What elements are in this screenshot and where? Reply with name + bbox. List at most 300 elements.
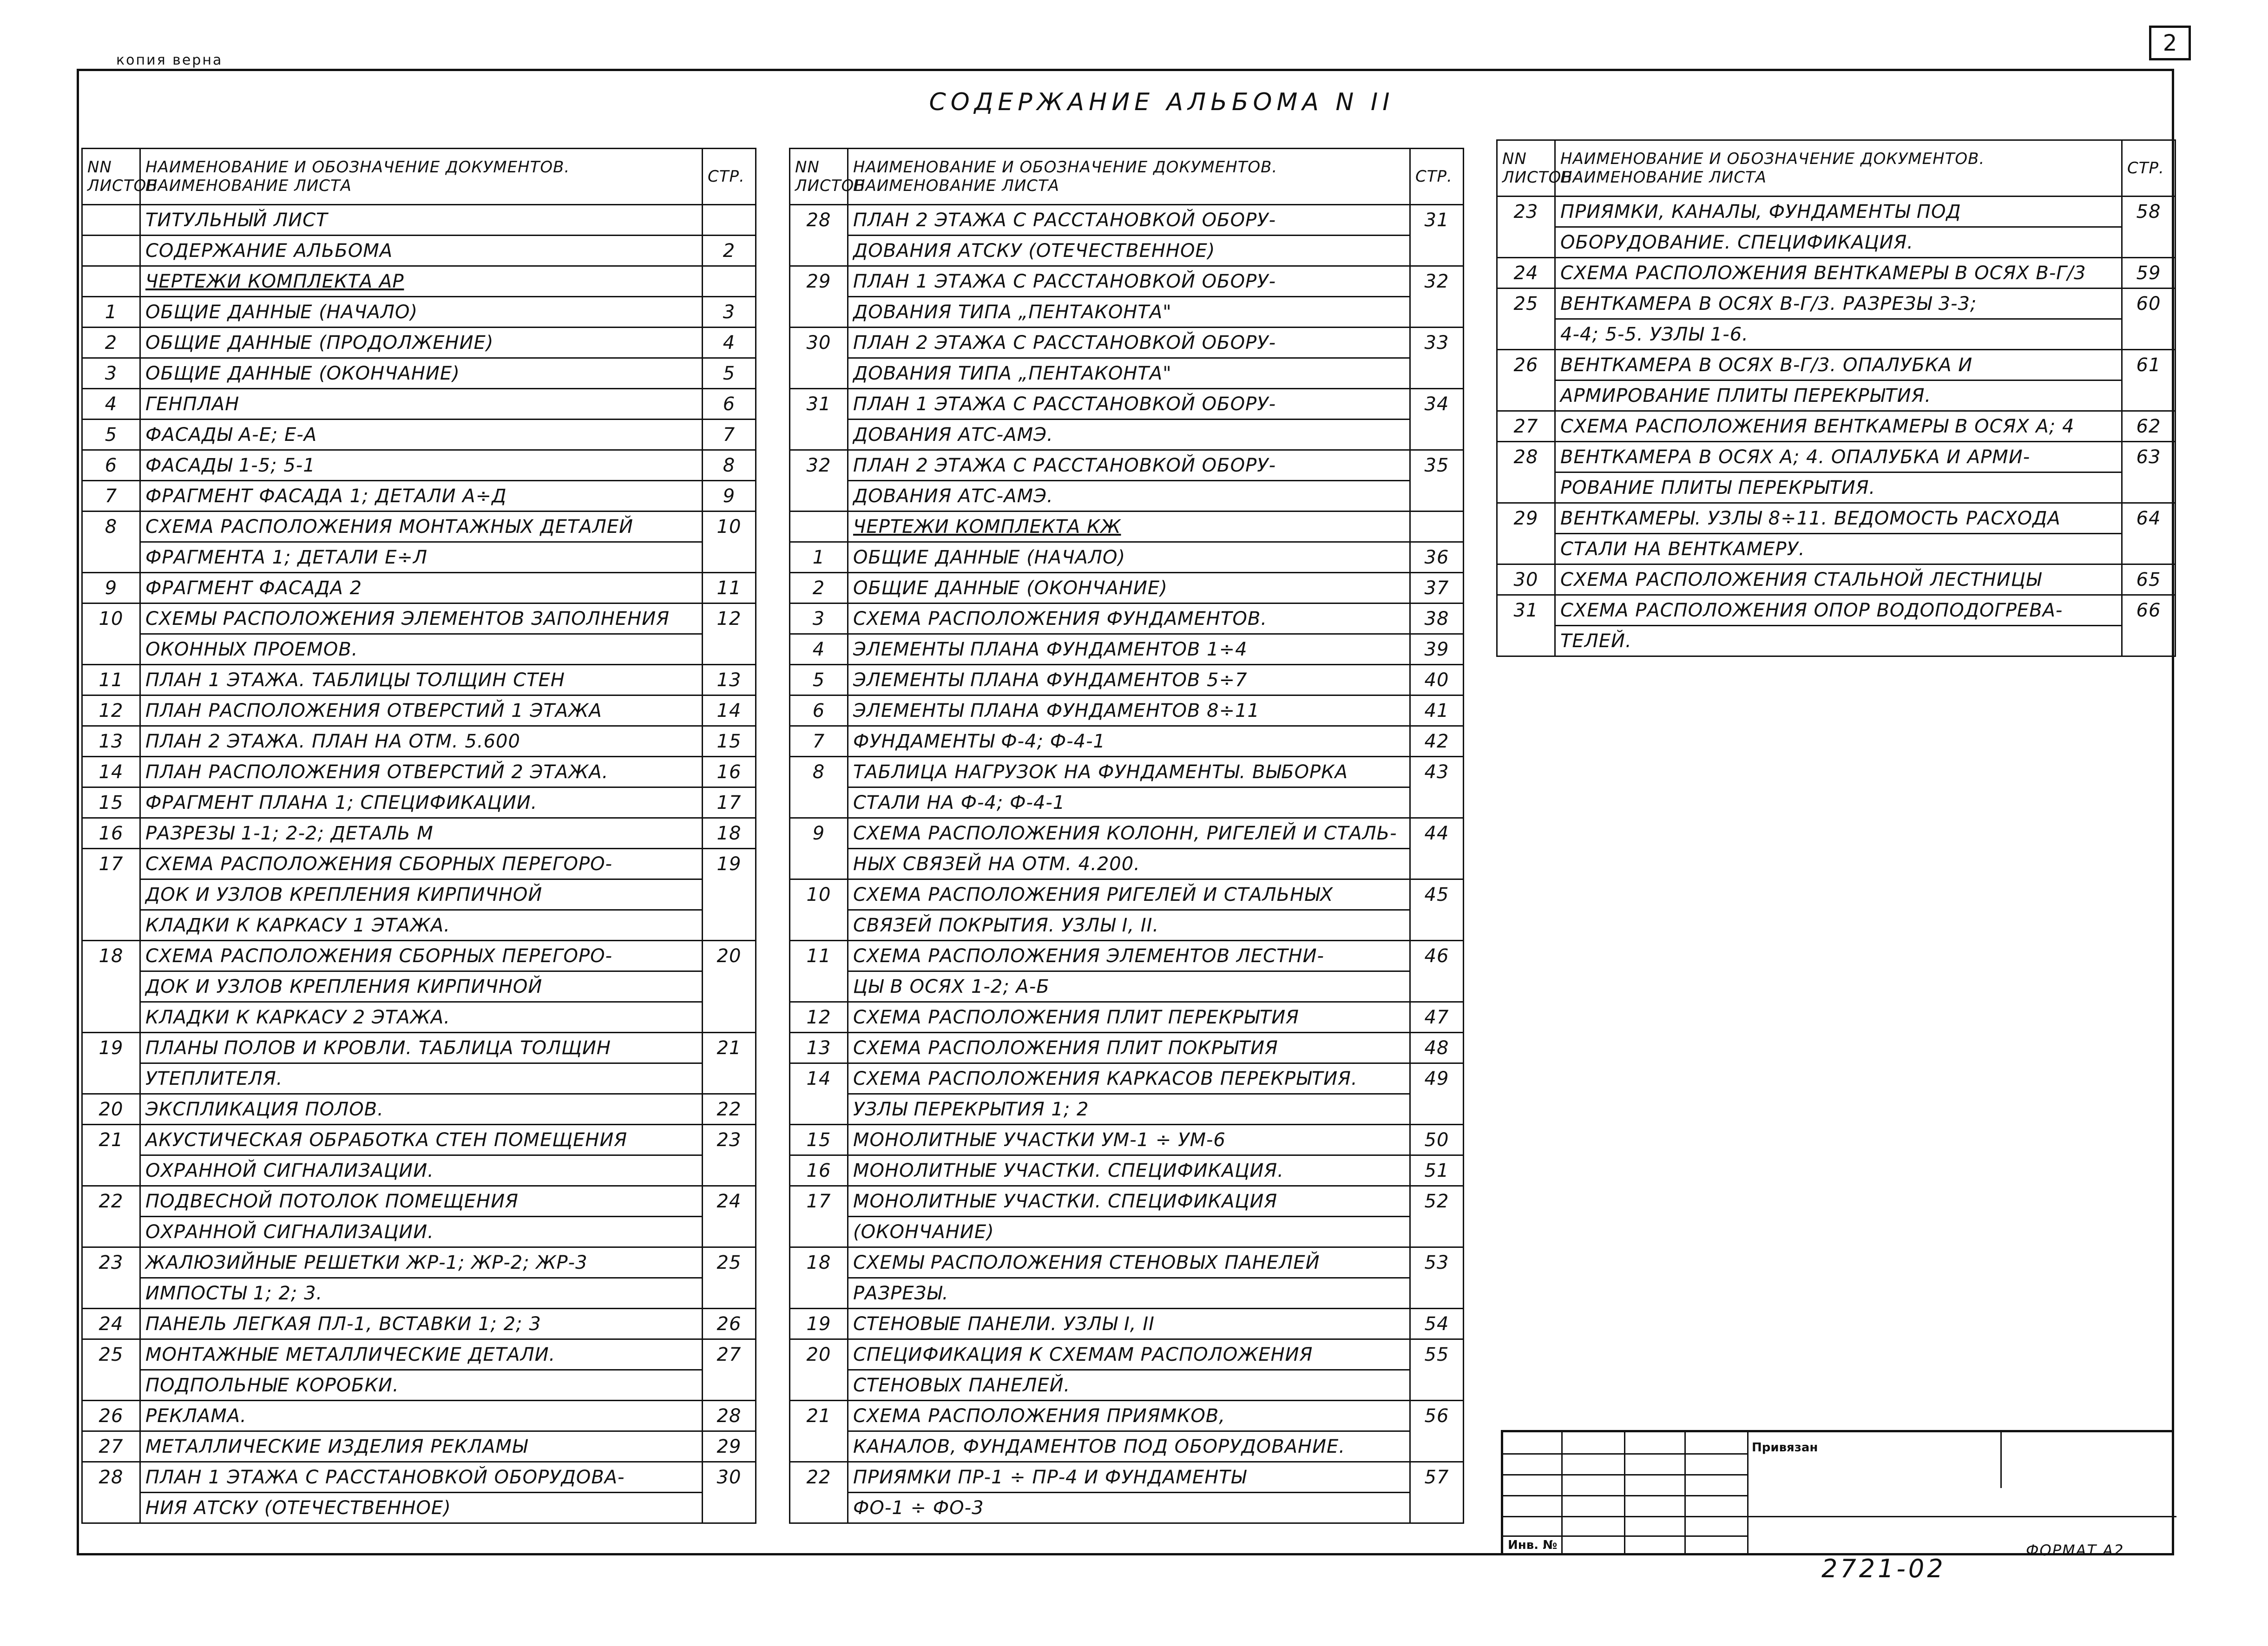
sheet-number-cell	[82, 971, 140, 1002]
sheet-number-cell	[790, 236, 848, 266]
table-row	[790, 236, 1464, 266]
item-title-cell: ЧЕРТЕЖИ КОМПЛЕКТА КЖ	[848, 512, 1410, 542]
item-title-cell: ТИТУЛЬНЫЙ ЛИСТ	[140, 205, 703, 236]
page-number-cell: 30	[703, 1462, 756, 1493]
table-row	[82, 1063, 756, 1094]
sheet-number-cell: 19	[82, 1033, 140, 1063]
page-number-cell: 46	[1410, 941, 1464, 971]
stamp-privyazan-label: Привязан	[1752, 1441, 1818, 1455]
page-number-cell: 36	[1410, 542, 1464, 573]
page-number-cell	[1410, 971, 1464, 1002]
page-number-cell	[1410, 236, 1464, 266]
table-row	[790, 787, 1464, 818]
item-title-cell: КЛАДКИ К КАРКАСУ 1 ЭТАЖА.	[140, 910, 703, 941]
page-number-cell: 24	[703, 1186, 756, 1217]
table-row	[1497, 258, 2176, 289]
item-title-cell: СХЕМА РАСПОЛОЖЕНИЯ РИГЕЛЕЙ И СТАЛЬНЫХ	[848, 879, 1410, 910]
table-row	[1497, 442, 2176, 472]
stamp-rule	[1503, 1495, 1747, 1496]
sheet-number-cell: 30	[1497, 564, 1555, 595]
sheet-number-cell: 5	[790, 665, 848, 695]
page-number-cell: 7	[703, 420, 756, 450]
item-title-cell: РАЗРЕЗЫ 1-1; 2-2; ДЕТАЛЬ М	[140, 818, 703, 849]
page-number-cell	[703, 1278, 756, 1309]
table-row	[82, 665, 756, 695]
table-row	[82, 1094, 756, 1125]
table-row	[790, 1247, 1464, 1278]
sheet-number-cell: 15	[82, 787, 140, 818]
sheet-number-cell: 11	[790, 941, 848, 971]
page-number-cell: 43	[1410, 757, 1464, 787]
page-number-cell: 55	[1410, 1339, 1464, 1370]
page-number-cell: 14	[703, 695, 756, 726]
item-title-cell: СХЕМА РАСПОЛОЖЕНИЯ КОЛОНН, РИГЕЛЕЙ И СТАЛЬ-	[848, 818, 1410, 849]
contents-table-1	[81, 148, 756, 1524]
sheet-number-cell: 1	[790, 542, 848, 573]
page-number-cell: 11	[703, 573, 756, 603]
table-row	[790, 1278, 1464, 1309]
table-row	[790, 1339, 1464, 1370]
sheet-number-cell: 4	[82, 389, 140, 420]
table-row	[82, 205, 756, 236]
item-title-cell: СХЕМА РАСПОЛОЖЕНИЯ СТАЛЬНОЙ ЛЕСТНИЦЫ	[1555, 564, 2122, 595]
sheet-number-cell: 17	[82, 849, 140, 879]
item-title-cell: ОБЩИЕ ДАННЫЕ (ПРОДОЛЖЕНИЕ)	[140, 328, 703, 358]
item-title-cell: ПАНЕЛЬ ЛЕГКАЯ ПЛ-1, ВСТАВКИ 1; 2; 3	[140, 1309, 703, 1339]
page-number-cell: 62	[2122, 411, 2176, 442]
sheet-number-cell: 2	[82, 328, 140, 358]
sheet-number-cell	[82, 542, 140, 573]
table-row	[790, 481, 1464, 512]
table-row	[790, 1401, 1464, 1431]
table-row	[790, 1431, 1464, 1462]
sheet-number-cell	[82, 1370, 140, 1401]
page-number-cell	[1410, 849, 1464, 879]
page-number-cell: 26	[703, 1309, 756, 1339]
page-number-cell: 9	[703, 481, 756, 512]
sheet-number-cell: 21	[82, 1125, 140, 1155]
item-title-cell: СТЕНОВЫЕ ПАНЕЛИ. УЗЛЫ I, II	[848, 1309, 1410, 1339]
sheet-number-cell	[1497, 472, 1555, 503]
stamp-inventory-label: Инв. №	[1508, 1538, 1558, 1552]
page-number-cell	[1410, 1094, 1464, 1125]
page-number-cell: 15	[703, 726, 756, 757]
table-row	[1497, 411, 2176, 442]
table-row	[82, 818, 756, 849]
page-number-cell	[703, 1217, 756, 1247]
item-title-cell: ВЕНТКАМЕРА В ОСЯХ В-Г/3. РАЗРЕЗЫ 3-3;	[1555, 289, 2122, 319]
page-number-cell	[1410, 512, 1464, 542]
sheet-number-cell: 7	[790, 726, 848, 757]
item-title-cell: ВЕНТКАМЕРА В ОСЯХ А; 4. ОПАЛУБКА И АРМИ-	[1555, 442, 2122, 472]
item-title-cell: НИЯ АТСКУ (ОТЕЧЕСТВЕННОЕ)	[140, 1493, 703, 1523]
page-number-cell: 31	[1410, 205, 1464, 236]
page-number-cell: 33	[1410, 328, 1464, 358]
sheet-number-cell	[790, 1217, 848, 1247]
item-title-cell: СХЕМА РАСПОЛОЖЕНИЯ ЭЛЕМЕНТОВ ЛЕСТНИ-	[848, 941, 1410, 971]
item-title-cell: МОНОЛИТНЫЕ УЧАСТКИ УМ-1 ÷ УМ-6	[848, 1125, 1410, 1155]
sheet-number-cell	[790, 971, 848, 1002]
item-title-cell: ПЛАН 1 ЭТАЖА С РАССТАНОВКОЙ ОБОРУ-	[848, 389, 1410, 420]
sheet-number-cell: 21	[790, 1401, 848, 1431]
sheet-number-cell	[790, 1431, 848, 1462]
sheet-number-cell: 25	[82, 1339, 140, 1370]
table-row	[82, 236, 756, 266]
page-number-cell: 66	[2122, 595, 2176, 626]
table-row	[790, 910, 1464, 941]
page-number-cell	[1410, 358, 1464, 389]
page-number-cell: 2	[703, 236, 756, 266]
table-row	[82, 1217, 756, 1247]
table-row	[1497, 227, 2176, 258]
table-row	[1497, 534, 2176, 564]
sheet-number-cell: 13	[82, 726, 140, 757]
table-row	[790, 1094, 1464, 1125]
table-row	[790, 512, 1464, 542]
table-row	[82, 1370, 756, 1401]
table-row	[1497, 626, 2176, 656]
page-number-cell	[1410, 1431, 1464, 1462]
col-page-header: СТР.	[1410, 149, 1464, 205]
sheet-number-cell: 9	[82, 573, 140, 603]
table-row	[790, 1186, 1464, 1217]
table-row	[82, 542, 756, 573]
table-row	[790, 695, 1464, 726]
col-name-line2: НАИМЕНОВАНИЕ ЛИСТА	[145, 177, 352, 195]
item-title-cell: ИМПОСТЫ 1; 2; 3.	[140, 1278, 703, 1309]
table-row	[82, 1462, 756, 1493]
table-row	[1497, 350, 2176, 380]
table-row	[82, 1278, 756, 1309]
stamp-divider	[1747, 1432, 1749, 1553]
item-title-cell: ДОВАНИЯ АТС-АМЭ.	[848, 420, 1410, 450]
sheet-number-cell: 6	[82, 450, 140, 481]
item-title-cell: ПЛАН 2 ЭТАЖА С РАССТАНОВКОЙ ОБОРУ-	[848, 205, 1410, 236]
table-row	[82, 726, 756, 757]
item-title-cell: КЛАДКИ К КАРКАСУ 2 ЭТАЖА.	[140, 1002, 703, 1033]
table-row	[82, 420, 756, 450]
item-title-cell: ПЛАН 1 ЭТАЖА С РАССТАНОВКОЙ ОБОРУДОВА-	[140, 1462, 703, 1493]
page-number-cell: 65	[2122, 564, 2176, 595]
table-row	[790, 297, 1464, 328]
page-number-cell	[703, 1370, 756, 1401]
item-title-cell: НЫХ СВЯЗЕЙ НА ОТМ. 4.200.	[848, 849, 1410, 879]
table-row	[82, 879, 756, 910]
item-title-cell: ОКОННЫХ ПРОЕМОВ.	[140, 634, 703, 665]
sheet-number-cell: 27	[82, 1431, 140, 1462]
page-number-cell	[1410, 420, 1464, 450]
table-header	[1497, 140, 2176, 197]
sheet-number-cell: 24	[82, 1309, 140, 1339]
table-row	[82, 1431, 756, 1462]
sheet-number-cell: 7	[82, 481, 140, 512]
sheet-number-cell	[790, 420, 848, 450]
sheet-number-cell: 26	[82, 1401, 140, 1431]
table-row	[82, 1155, 756, 1186]
table-row	[790, 1217, 1464, 1247]
item-title-cell: СХЕМА РАСПОЛОЖЕНИЯ СБОРНЫХ ПЕРЕГОРО-	[140, 941, 703, 971]
sheet-number-cell: 10	[82, 603, 140, 634]
page-number-cell	[703, 266, 756, 297]
sheet-number-cell: 4	[790, 634, 848, 665]
page-number-cell: 17	[703, 787, 756, 818]
sheet-number-cell	[790, 481, 848, 512]
item-title-cell: ЭЛЕМЕНТЫ ПЛАНА ФУНДАМЕНТОВ 5÷7	[848, 665, 1410, 695]
page-number-cell: 50	[1410, 1125, 1464, 1155]
page-number-cell: 48	[1410, 1033, 1464, 1063]
page-number-cell: 39	[1410, 634, 1464, 665]
page-number-cell: 27	[703, 1339, 756, 1370]
table-row	[82, 573, 756, 603]
table-row	[790, 1370, 1464, 1401]
item-title-cell: МЕТАЛЛИЧЕСКИЕ ИЗДЕЛИЯ РЕКЛАМЫ	[140, 1431, 703, 1462]
page-number-cell	[2122, 626, 2176, 656]
copy-note-line	[77, 69, 116, 71]
page-number-cell	[703, 634, 756, 665]
item-title-cell: ТАБЛИЦА НАГРУЗОК НА ФУНДАМЕНТЫ. ВЫБОРКА	[848, 757, 1410, 787]
item-title-cell: ФРАГМЕНТ ФАСАДА 2	[140, 573, 703, 603]
page-number-cell: 51	[1410, 1155, 1464, 1186]
sheet-number-cell	[82, 879, 140, 910]
item-title-cell: ЖАЛЮЗИЙНЫЕ РЕШЕТКИ ЖР-1; ЖР-2; ЖР-3	[140, 1247, 703, 1278]
page-number-cell: 12	[703, 603, 756, 634]
item-title-cell: ЦЫ В ОСЯХ 1-2; А-Б	[848, 971, 1410, 1002]
table-row	[790, 420, 1464, 450]
sheet-number-cell: 8	[790, 757, 848, 787]
table-row	[790, 941, 1464, 971]
item-title-cell: СТЕНОВЫХ ПАНЕЛЕЙ.	[848, 1370, 1410, 1401]
page-number-cell: 6	[703, 389, 756, 420]
item-title-cell: ГЕНПЛАН	[140, 389, 703, 420]
sheet-number-cell: 5	[82, 420, 140, 450]
stamp-rule	[1503, 1535, 1747, 1537]
sheet-number-cell: 29	[790, 266, 848, 297]
stamp-rule	[1503, 1453, 1747, 1455]
page-number-cell: 60	[2122, 289, 2176, 319]
stamp-rule	[1503, 1516, 2176, 1517]
sheet-number-cell: 32	[790, 450, 848, 481]
item-title-cell: РОВАНИЕ ПЛИТЫ ПЕРЕКРЫТИЯ.	[1555, 472, 2122, 503]
table-row	[82, 849, 756, 879]
table-row	[82, 389, 756, 420]
page-number-cell: 54	[1410, 1309, 1464, 1339]
sheet-number-cell: 6	[790, 695, 848, 726]
item-title-cell: ФРАГМЕНТА 1; ДЕТАЛИ Е÷Л	[140, 542, 703, 573]
table-row	[790, 542, 1464, 573]
page-number-cell: 16	[703, 757, 756, 787]
col-name-line1: НАИМЕНОВАНИЕ И ОБОЗНАЧЕНИЕ ДОКУМЕНТОВ.	[853, 158, 1278, 177]
item-title-cell: ПОДПОЛЬНЫЕ КОРОБКИ.	[140, 1370, 703, 1401]
item-title-cell: СХЕМА РАСПОЛОЖЕНИЯ ВЕНТКАМЕРЫ В ОСЯХ В-Г/3	[1555, 258, 2122, 289]
page-number-cell: 13	[703, 665, 756, 695]
item-title-cell: СВЯЗЕЙ ПОКРЫТИЯ. УЗЛЫ I, II.	[848, 910, 1410, 941]
sheet-number-cell	[790, 1094, 848, 1125]
item-title-cell: СХЕМА РАСПОЛОЖЕНИЯ ПРИЯМКОВ,	[848, 1401, 1410, 1431]
table-row	[82, 941, 756, 971]
col-name-header	[140, 149, 703, 205]
stamp-divider	[1561, 1432, 1563, 1553]
table-row	[82, 481, 756, 512]
page-number-cell: 47	[1410, 1002, 1464, 1033]
item-title-cell: ОБЩИЕ ДАННЫЕ (ОКОНЧАНИЕ)	[848, 573, 1410, 603]
page-number-cell	[703, 1155, 756, 1186]
item-title-cell: ДОВАНИЯ АТС-АМЭ.	[848, 481, 1410, 512]
item-title-cell: СПЕЦИФИКАЦИЯ К СХЕМАМ РАСПОЛОЖЕНИЯ	[848, 1339, 1410, 1370]
item-title-cell: ПЛАН 2 ЭТАЖА С РАССТАНОВКОЙ ОБОРУ-	[848, 328, 1410, 358]
table-row	[1497, 319, 2176, 350]
table-row	[790, 971, 1464, 1002]
item-title-cell: УЗЛЫ ПЕРЕКРЫТИЯ 1; 2	[848, 1094, 1410, 1125]
table-row	[82, 971, 756, 1002]
sheet-number-cell	[790, 1370, 848, 1401]
sheet-number-cell	[82, 910, 140, 941]
sheet-number-cell: 2	[790, 573, 848, 603]
item-title-cell: СХЕМА РАСПОЛОЖЕНИЯ ПЛИТ ПЕРЕКРЫТИЯ	[848, 1002, 1410, 1033]
table-row	[1497, 503, 2176, 534]
sheet-number-cell	[82, 1217, 140, 1247]
table-row	[82, 1125, 756, 1155]
item-title-cell: СХЕМЫ РАСПОЛОЖЕНИЯ ЭЛЕМЕНТОВ ЗАПОЛНЕНИЯ	[140, 603, 703, 634]
col-name-header	[1555, 140, 2122, 197]
sheet-number-cell	[790, 787, 848, 818]
sheet-number-cell: 20	[82, 1094, 140, 1125]
item-title-cell: ОБЩИЕ ДАННЫЕ (НАЧАЛО)	[140, 297, 703, 328]
table-row	[790, 205, 1464, 236]
sheet-number-cell: 30	[790, 328, 848, 358]
item-title-cell: РЕКЛАМА.	[140, 1401, 703, 1431]
page-number-cell: 53	[1410, 1247, 1464, 1278]
stamp-divider	[2000, 1432, 2002, 1488]
col-name-line2: НАИМЕНОВАНИЕ ЛИСТА	[853, 177, 1060, 195]
stamp-divider	[1624, 1432, 1625, 1553]
page-number-cell	[703, 205, 756, 236]
page-number-cell: 34	[1410, 389, 1464, 420]
table-row	[82, 757, 756, 787]
sheet-number-cell: 31	[1497, 595, 1555, 626]
table-row	[82, 1186, 756, 1217]
page-number-cell	[703, 1063, 756, 1094]
page-number-cell	[2122, 534, 2176, 564]
item-title-cell: ОБЩИЕ ДАННЫЕ (ОКОНЧАНИЕ)	[140, 358, 703, 389]
item-title-cell: СХЕМА РАСПОЛОЖЕНИЯ МОНТАЖНЫХ ДЕТАЛЕЙ	[140, 512, 703, 542]
page-number-cell: 28	[703, 1401, 756, 1431]
table-row	[790, 1063, 1464, 1094]
page-number-cell: 19	[703, 849, 756, 879]
page-number-cell	[2122, 380, 2176, 411]
table-row	[82, 512, 756, 542]
sheet-number-cell	[82, 1155, 140, 1186]
table-row	[790, 818, 1464, 849]
item-title-cell: ФУНДАМЕНТЫ Ф-4; Ф-4-1	[848, 726, 1410, 757]
sheet-format: ФОРМАТ А2	[2026, 1541, 2124, 1559]
item-title-cell: ДОВАНИЯ ТИПА „ПЕНТАКОНТА"	[848, 358, 1410, 389]
table-row	[82, 1493, 756, 1523]
item-title-cell: ПРИЯМКИ, КАНАЛЫ, ФУНДАМЕНТЫ ПОД	[1555, 197, 2122, 227]
page-number-cell: 57	[1410, 1462, 1464, 1493]
page-number-cell: 18	[703, 818, 756, 849]
col-name-line2: НАИМЕНОВАНИЕ ЛИСТА	[1560, 168, 1767, 187]
page-number-cell: 10	[703, 512, 756, 542]
sheet-number-cell: 13	[790, 1033, 848, 1063]
table-row	[790, 1309, 1464, 1339]
page-number-cell	[703, 1493, 756, 1523]
sheet-number-cell: 24	[1497, 258, 1555, 289]
table-row	[1497, 380, 2176, 411]
item-title-cell: ДОВАНИЯ АТСКУ (ОТЕЧЕСТВЕННОЕ)	[848, 236, 1410, 266]
table-row	[790, 266, 1464, 297]
item-title-cell: ПОДВЕСНОЙ ПОТОЛОК ПОМЕЩЕНИЯ	[140, 1186, 703, 1217]
table-row	[82, 1401, 756, 1431]
item-title-cell: МОНОЛИТНЫЕ УЧАСТКИ. СПЕЦИФИКАЦИЯ.	[848, 1155, 1410, 1186]
table-row	[790, 849, 1464, 879]
sheet-number-cell: 16	[82, 818, 140, 849]
sheet-number-cell	[82, 205, 140, 236]
table-row	[790, 1002, 1464, 1033]
page-number-cell	[1410, 1370, 1464, 1401]
sheet-number-cell: 29	[1497, 503, 1555, 534]
sheet-number-cell: 12	[790, 1002, 848, 1033]
item-title-cell: ОХРАННОЙ СИГНАЛИЗАЦИИ.	[140, 1155, 703, 1186]
page-number-cell	[703, 1002, 756, 1033]
stamp-divider	[1684, 1432, 1686, 1553]
page-number-cell	[703, 971, 756, 1002]
sheet-number: 2	[2149, 26, 2191, 60]
page-number-cell: 49	[1410, 1063, 1464, 1094]
table-row	[82, 1033, 756, 1063]
sheet-number-cell	[82, 1493, 140, 1523]
sheet-number-cell: 28	[1497, 442, 1555, 472]
item-title-cell: ФАСАДЫ А-Е; Е-А	[140, 420, 703, 450]
sheet-number-cell	[790, 1278, 848, 1309]
item-title-cell: УТЕПЛИТЕЛЯ.	[140, 1063, 703, 1094]
item-title-cell: СОДЕРЖАНИЕ АЛЬБОМА	[140, 236, 703, 266]
page-number-cell: 20	[703, 941, 756, 971]
table-row	[790, 726, 1464, 757]
page-number-cell: 41	[1410, 695, 1464, 726]
item-title-cell: ФРАГМЕНТ ПЛАНА 1; СПЕЦИФИКАЦИИ.	[140, 787, 703, 818]
document-number: 2721-02	[1821, 1554, 1946, 1583]
item-title-cell: ФРАГМЕНТ ФАСАДА 1; ДЕТАЛИ А÷Д	[140, 481, 703, 512]
page-number-cell: 4	[703, 328, 756, 358]
table-row	[1497, 289, 2176, 319]
item-title-cell: МОНТАЖНЫЕ МЕТАЛЛИЧЕСКИЕ ДЕТАЛИ.	[140, 1339, 703, 1370]
item-title-cell: ПРИЯМКИ ПР-1 ÷ ПР-4 И ФУНДАМЕНТЫ	[848, 1462, 1410, 1493]
col-name-line1: НАИМЕНОВАНИЕ И ОБОЗНАЧЕНИЕ ДОКУМЕНТОВ.	[145, 158, 570, 177]
page-number-cell	[1410, 297, 1464, 328]
sheet-number-cell: 18	[790, 1247, 848, 1278]
table-row	[790, 1033, 1464, 1063]
page-number-cell: 32	[1410, 266, 1464, 297]
item-title-cell: ЭЛЕМЕНТЫ ПЛАНА ФУНДАМЕНТОВ 1÷4	[848, 634, 1410, 665]
page-number-cell: 59	[2122, 258, 2176, 289]
table-row	[790, 665, 1464, 695]
sheet-number-cell: 20	[790, 1339, 848, 1370]
sheet-number-cell: 10	[790, 879, 848, 910]
table-row	[1497, 197, 2176, 227]
table-row	[82, 910, 756, 941]
item-title-cell: ПЛАН РАСПОЛОЖЕНИЯ ОТВЕРСТИЙ 2 ЭТАЖА.	[140, 757, 703, 787]
sheet-number-cell: 27	[1497, 411, 1555, 442]
table-row	[82, 297, 756, 328]
page-number-cell: 21	[703, 1033, 756, 1063]
sheet-number-cell	[82, 266, 140, 297]
item-title-cell: ПЛАН 1 ЭТАЖА С РАССТАНОВКОЙ ОБОРУ-	[848, 266, 1410, 297]
table-row	[82, 358, 756, 389]
table-row	[790, 358, 1464, 389]
copy-note: копия верна	[116, 52, 223, 68]
sheet-number-cell: 3	[790, 603, 848, 634]
item-title-cell: ЭЛЕМЕНТЫ ПЛАНА ФУНДАМЕНТОВ 8÷11	[848, 695, 1410, 726]
